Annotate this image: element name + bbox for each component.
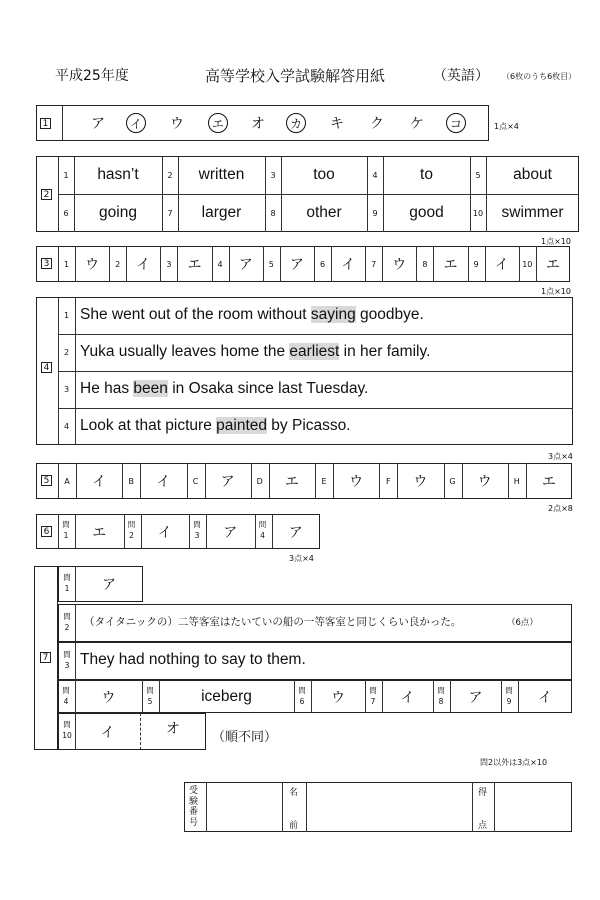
s5-item-answer: エ	[284, 474, 299, 490]
mon-number: 9	[506, 697, 512, 706]
s4-sentence-post: in her family.	[339, 343, 431, 360]
q7-answer: イ	[400, 689, 415, 706]
s6-divider	[189, 514, 190, 549]
s4-row-number: 4	[63, 422, 70, 431]
mon-number: 8	[438, 697, 444, 706]
score-label-top: 得	[478, 788, 488, 798]
mon-label: 問	[505, 686, 513, 695]
s6-item-number	[257, 519, 269, 541]
s2-item-number: 5	[475, 170, 481, 180]
s2-item-answer: to	[420, 166, 433, 183]
s1-answer: ケ	[410, 116, 424, 132]
section-7-score: 問2以外は3点×10	[480, 758, 548, 767]
section-2-number: 2	[41, 189, 52, 200]
s4-row-divider	[58, 408, 573, 409]
s3-item-number: 5	[268, 259, 274, 269]
s2-item-number: 10	[472, 208, 484, 218]
q7-divider	[365, 680, 366, 713]
s6-item-number	[126, 519, 138, 541]
s4-sentence-post: goodbye.	[355, 306, 424, 323]
s3-item-answer: イ	[341, 257, 356, 273]
q6-answer: ウ	[331, 689, 345, 706]
q5-number	[144, 685, 156, 707]
s3-item-answer: イ	[136, 257, 151, 273]
mon-number: 5	[147, 697, 153, 706]
s4-row-number: 2	[63, 348, 70, 357]
section-4-number: 4	[41, 362, 52, 373]
s5-item-label: D	[256, 476, 263, 486]
s3-item-number: 7	[371, 259, 377, 269]
s3-item-answer: ア	[289, 257, 304, 273]
s1-answer-slot	[405, 111, 429, 135]
s5-item-answer: ウ	[413, 474, 428, 490]
section-3-number: 3	[41, 258, 52, 269]
s1-answer-slot	[246, 111, 270, 135]
s2-item-answer: other	[306, 204, 342, 221]
section-1-number: 1	[40, 118, 51, 129]
section-3-score: 1点×10	[541, 287, 571, 296]
q9-answer: イ	[538, 689, 552, 706]
mon-number: 7	[370, 697, 376, 706]
s3-item-answer: ウ	[392, 257, 407, 273]
s4-row-number: 1	[63, 311, 70, 320]
s6-item-number	[191, 519, 203, 541]
s5-item-answer: イ	[92, 474, 107, 490]
s2-item-answer: swimmer	[501, 204, 564, 221]
q7-number	[367, 685, 379, 707]
year-label: 平成25年度	[55, 68, 129, 84]
q8-number	[435, 685, 447, 707]
score-label-bottom: 点	[478, 821, 488, 831]
section-1-score: 1点×4	[494, 122, 519, 131]
s4-sentence-pre: Look at that picture	[80, 417, 217, 434]
s4-sentence	[80, 380, 368, 398]
s3-item-answer: エ	[443, 257, 458, 273]
s2-item-number: 1	[63, 170, 69, 180]
mon-label: 問	[437, 686, 445, 695]
s1-answer: ア	[91, 116, 105, 132]
s6-item-answer: ア	[288, 524, 303, 541]
s3-item-number: 8	[422, 259, 428, 269]
examinee-info-box	[184, 782, 572, 832]
exam-number-label: 受験番号	[189, 786, 199, 828]
q6-divider	[294, 680, 295, 713]
page-counter: （6枚のうち6枚目）	[502, 72, 577, 81]
section-6-score: 3点×4	[289, 554, 314, 563]
s5-item-answer: イ	[156, 474, 171, 490]
s1-answer-slot	[124, 111, 148, 135]
s1-answer: オ	[251, 116, 265, 132]
s3-item-number: 4	[217, 259, 223, 269]
subject-label: （英語）	[433, 68, 489, 84]
mon-label: 問	[127, 520, 136, 529]
mon-number: 3	[194, 531, 200, 540]
s3-item-number: 2	[115, 259, 121, 269]
s4-sentence-pre: Yuka usually leaves home the	[80, 343, 290, 360]
s2-item-answer: hasn’t	[97, 166, 139, 183]
q2-points: （6点）	[507, 618, 538, 628]
s3-item-number: 3	[166, 259, 172, 269]
s4-sentence-post: in Osaka since last Tuesday.	[167, 380, 369, 397]
s5-item-answer: エ	[541, 474, 556, 490]
mon-number: 4	[63, 697, 69, 706]
s4-answer-word: saying	[310, 306, 356, 323]
s5-item-label: E	[321, 476, 327, 486]
mon-number: 4	[260, 531, 265, 540]
s6-divider	[124, 514, 125, 549]
s4-answer-word: been	[133, 380, 168, 397]
s5-item-label: H	[513, 476, 520, 486]
s3-item-answer: エ	[545, 257, 560, 273]
q2-answer: （タイタニックの）二等客室はたいていの船の一等客室と同じくらい良かった。	[84, 616, 462, 628]
s1-answer-slot	[165, 111, 189, 135]
s5-item-answer: ウ	[349, 474, 364, 490]
s5-item-label: A	[64, 476, 70, 486]
s4-sentence	[80, 417, 351, 435]
s4-sentence	[80, 343, 430, 361]
s6-item-answer: エ	[92, 524, 107, 541]
s1-answer-slot	[365, 111, 389, 135]
s2-item-answer: good	[409, 204, 444, 221]
q10-number: 問 10	[62, 720, 72, 740]
s2-item-number: 3	[270, 170, 276, 180]
s4-row-divider	[58, 371, 573, 372]
s2-item-number: 9	[372, 208, 378, 218]
mon-number: 1	[63, 531, 69, 540]
s3-item-answer: エ	[187, 257, 202, 273]
s3-item-number: 10	[522, 259, 533, 269]
s6-item-answer: ア	[223, 524, 238, 541]
s4-row-divider	[58, 334, 573, 335]
s2-item-number: 6	[63, 208, 69, 218]
s3-item-answer: イ	[494, 257, 509, 273]
mon-label: 問	[258, 520, 267, 529]
q10-answer-1: イ	[100, 724, 115, 741]
section-4-score: 3点×4	[548, 452, 573, 461]
s3-item-number: 1	[63, 259, 70, 269]
s4-sentence-pre: He has	[80, 380, 134, 397]
s6-item-number	[60, 519, 72, 541]
s6-divider	[255, 514, 256, 549]
s5-item-label: C	[192, 476, 199, 486]
s2-item-number: 7	[167, 208, 173, 218]
mon-label: 問	[62, 520, 70, 529]
name-label-bottom: 前	[289, 821, 299, 831]
s2-item-answer: written	[198, 166, 245, 183]
q2-number: 問 2	[63, 612, 71, 632]
s2-item-number: 4	[372, 170, 378, 180]
q9-divider	[501, 680, 502, 713]
section-5-score: 2点×8	[548, 504, 573, 513]
s1-answer-slot	[325, 111, 349, 135]
s2-item-answer: going	[99, 204, 137, 221]
q9-number	[503, 685, 515, 707]
s4-sentence-post: by Picasso.	[267, 417, 351, 434]
s5-item-label: G	[449, 476, 456, 486]
s2-item-number: 8	[270, 208, 276, 218]
s1-answer-slot	[284, 111, 308, 135]
s1-answer-circled: コ	[446, 113, 466, 133]
section-7-number: 7	[40, 652, 51, 663]
s1-answer-slot	[206, 111, 230, 135]
s5-item-label: F	[385, 476, 391, 486]
s1-answer: キ	[330, 116, 344, 132]
s1-answer-circled: カ	[286, 113, 306, 133]
s5-item-label: B	[128, 476, 134, 486]
mon-number: 2	[129, 531, 134, 540]
q4-number	[60, 685, 72, 707]
section-5-number: 5	[41, 475, 52, 486]
mon-label: 問	[369, 686, 377, 695]
s2-item-answer: too	[313, 166, 335, 183]
s1-answer-slot	[86, 111, 110, 135]
q8-divider	[433, 680, 434, 713]
q5-divider	[142, 680, 143, 713]
section-6-number: 6	[41, 526, 52, 537]
s2-item-answer: larger	[201, 204, 242, 221]
s1-answer-circled: エ	[208, 113, 228, 133]
q8-answer: ア	[468, 689, 483, 706]
s3-item-answer: ウ	[85, 257, 100, 273]
s2-item-answer: about	[513, 166, 552, 183]
section-2-score: 1点×10	[541, 237, 571, 246]
q1-number: 問 1	[63, 573, 71, 593]
s3-item-number: 6	[319, 259, 326, 269]
s5-item-answer: ウ	[477, 474, 492, 490]
q1-answer: ア	[102, 577, 116, 593]
q3-answer: They had nothing to say to them.	[80, 651, 306, 668]
mon-label: 問	[62, 686, 70, 695]
s1-answer-slot	[444, 111, 468, 135]
s6-item-answer: イ	[157, 524, 172, 541]
mon-number: 6	[299, 697, 305, 706]
s5-item-answer: ア	[220, 474, 235, 490]
s1-answer: ク	[370, 116, 384, 132]
s4-sentence-pre: She went out of the room without	[80, 306, 311, 323]
s2-item-number: 2	[167, 170, 173, 180]
q5-answer: iceberg	[201, 687, 252, 705]
mon-label: 問	[146, 686, 154, 695]
q6-number	[296, 685, 308, 707]
mon-label: 問	[298, 686, 306, 695]
name-label-top: 名	[289, 788, 299, 798]
mon-label: 問	[193, 520, 201, 529]
q10-answer-2: オ	[166, 721, 180, 737]
s1-answer-circled: イ	[126, 113, 146, 133]
s1-answer: ウ	[170, 116, 184, 132]
s4-sentence	[80, 306, 424, 324]
page-title: 高等学校入学試験解答用紙	[205, 67, 386, 85]
s3-item-number: 9	[473, 259, 479, 269]
q10-note: （順不同）	[212, 730, 278, 745]
s4-row-number: 3	[63, 385, 70, 394]
s4-answer-word: painted	[216, 417, 267, 434]
s3-item-answer: ア	[238, 257, 253, 273]
q4-answer: ウ	[101, 689, 116, 706]
s4-answer-word: earliest	[289, 343, 340, 360]
q3-number: 問 3	[63, 650, 71, 670]
